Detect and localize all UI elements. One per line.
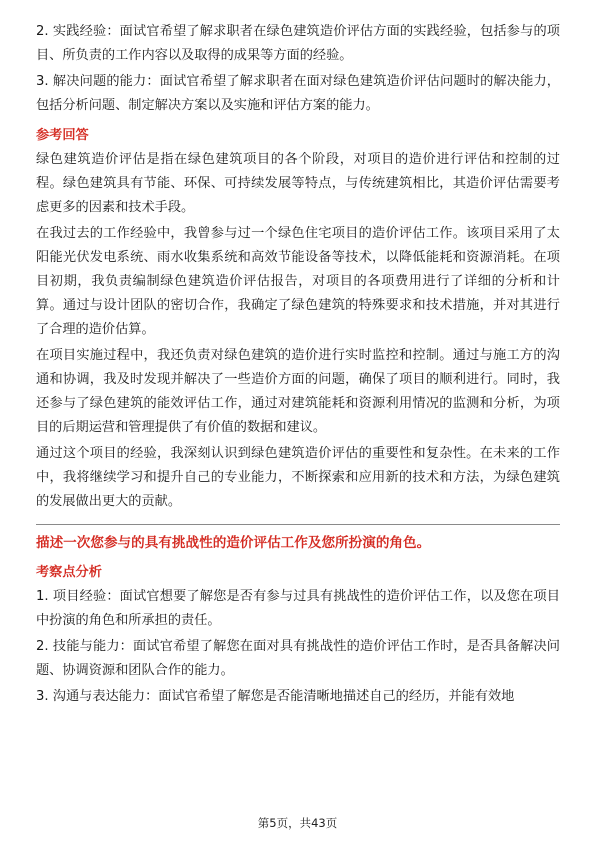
page-content (36, 20, 560, 711)
reference-heading: 参考回答 (36, 128, 89, 143)
analysis-item: 2. 技能与能力：面试官希望了解您在面对具有挑战性的造价评估工作时，是否具备解决问题、协调资源和团队合作的能力。 (36, 639, 560, 678)
question-title: 描述一次您参与的具有挑战性的造价评估工作及您所扮演的角色。 (36, 535, 431, 551)
analysis-heading: 考察点分析 (36, 565, 102, 580)
section-divider (36, 524, 560, 525)
analysis-item: 3. 沟通与表达能力：面试官希望了解您是否能清晰地描述自己的经历，并能有效地 (36, 689, 515, 704)
analysis-item: 1. 项目经验：面试官想要了解您是否有参与过具有挑战性的造价评估工作，以及您在项目中扮演的角色和所承担的责任。 (36, 589, 560, 628)
reference-paragraph: 绿色建筑造价评估是指在绿色建筑项目的各个阶段，对项目的造价进行评估和控制的过程。绿色建筑具有节能、环保、可持续发展等特点，与传统建筑相比，其造价评估需要考虑更多的因素和技术手段。 (36, 152, 560, 215)
reference-paragraph: 在我过去的工作经验中，我曾参与过一个绿色住宅项目的造价评估工作。该项目采用了太阳能光伏发电系统、雨水收集系统和高效节能设备等技术，以降低能耗和资源消耗。在项目初期，我负责编制绿色建筑造价评估报告，对项目的各项费用进行了详细的分析和计算。通过与设计团队的密切合作，我确定了绿色建筑的特殊要求和技术措施，并对其进行了合理的造价估算。 (36, 226, 560, 337)
reference-paragraph: 在项目实施过程中，我还负责对绿色建筑的造价进行实时监控和控制。通过与施工方的沟通和协调，我及时发现并解决了一些造价方面的问题，确保了项目的顺利进行。同时，我还参与了绿色建筑的能效评估工作，通过对建筑能耗和资源利用情况的监测和分析，为项目的后期运营和管理提供了有价值的数据和建议。 (36, 348, 560, 435)
list-item: 3. 解决问题的能力：面试官希望了解求职者在面对绿色建筑造价评估问题时的解决能力，包括分析问题、制定解决方案以及实施和评估方案的能力。 (36, 74, 560, 113)
reference-paragraph: 通过这个项目的经验，我深刻认识到绿色建筑造价评估的重要性和复杂性。在未来的工作中，我将继续学习和提升自己的专业能力，不断探索和应用新的技术和方法，为绿色建筑的发展做出更大的贡献。 (36, 446, 560, 509)
page-number: 第5页，共43页 (257, 816, 338, 830)
list-item: 2. 实践经验：面试官希望了解求职者在绿色建筑造价评估方面的实践经验，包括参与的项目、所负责的工作内容以及取得的成果等方面的经验。 (36, 24, 560, 63)
